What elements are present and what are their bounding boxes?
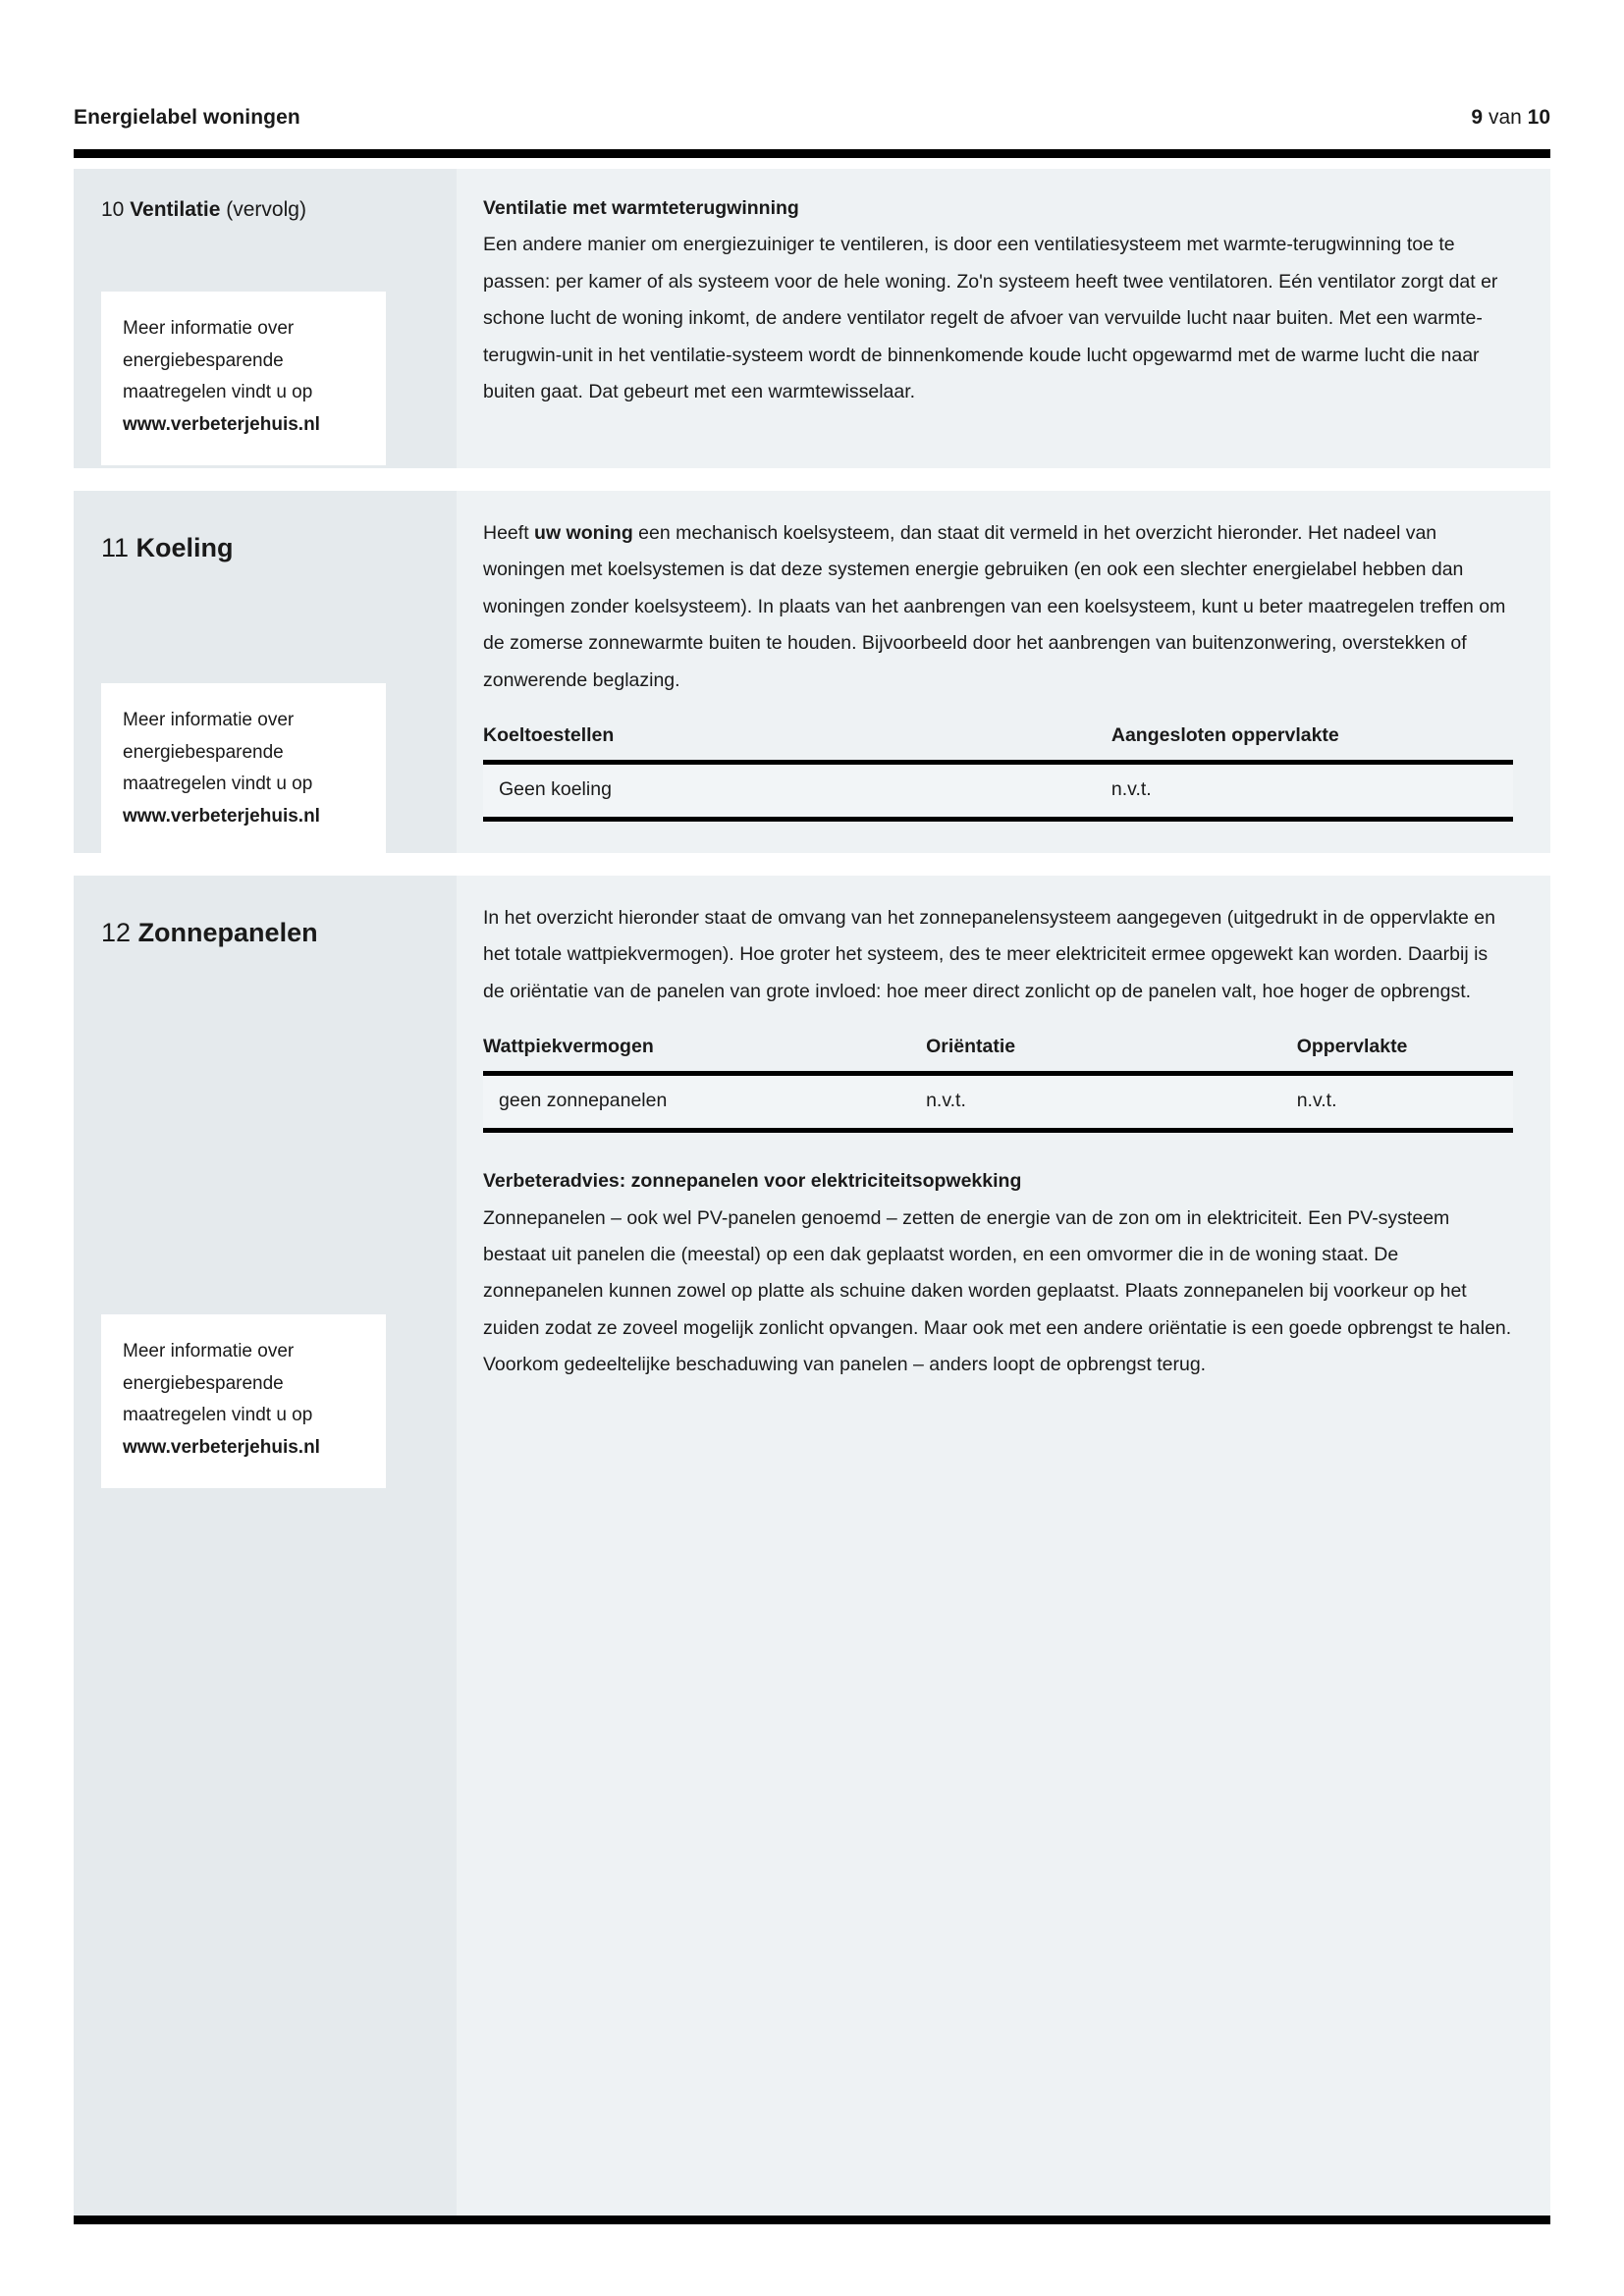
ventilatie-body-text: Een andere manier om energiezuiniger te ventileren, is door een ventilatiesysteem met warmte-terugwinning toe te passen: per kamer of als systeem voor de hele woning. Zo'n systeem heeft twee ventilatoren. Eén ventilator zorgt dat er schone lucht de woning inkomt, de andere ventilator regelt de afvoer van vervuilde lucht naar buiten. Met een warmte-terugwin-unit in het ventilatie-systeem wordt de binnenkomende koude lucht opgewarmd met de warme lucht die naar buiten gaat. Dat gebeurt met een warmtewisselaar. — [483, 234, 1498, 402]
koeling-table — [483, 724, 1513, 822]
section-zonnepanelen-content — [457, 876, 1550, 2216]
table-header-row — [483, 1036, 1513, 1074]
page-number-separator: van — [1488, 106, 1522, 129]
page-number — [1471, 106, 1550, 130]
koeling-body-part-1: Heeft — [483, 522, 535, 544]
section-zonnepanelen-heading — [74, 876, 457, 950]
zonnepanelen-column-header-orientatie: Oriëntatie — [926, 1036, 1297, 1074]
zonnepanelen-column-header-oppervlakte: Oppervlakte — [1297, 1036, 1513, 1074]
section-koeling-content — [457, 491, 1550, 853]
section-ventilatie-number: 10 — [101, 198, 125, 221]
info-box-url[interactable]: www.verbeterjehuis.nl — [123, 1437, 320, 1459]
zonnepanelen-column-header-wattpiekvermogen: Wattpiekvermogen — [483, 1036, 926, 1074]
section-ventilatie-content — [457, 169, 1550, 468]
zonnepanelen-advice-text: Zonnepanelen – ook wel PV-panelen genoemd – zetten de energie van de zon om in elektriciteit. Een PV-systeem bestaat uit panelen die (meestal) op een dak geplaatst worden, en een omvormer die in de woning staat. De zonnepanelen kunnen zowel op platte als schuine daken worden geplaatst. Plaats zonnepanelen bij voorkeur op het zuiden zodat ze zoveel mogelijk zonlicht opvangen. Maar ook met een andere oriëntatie is een goede opbrengst te halen. Voorkom gedeeltelijke beschaduwing van panelen – anders loopt de opbrengst terug. — [483, 1206, 1512, 1376]
info-box-ventilatie — [101, 292, 386, 465]
zonnepanelen-body-text: In het overzicht hieronder staat de omvang van het zonnepanelensysteem aangegeven (uitgedrukt in de oppervlakte en het totale wattpiekvermogen). Hoe groter het systeem, des te meer elektriciteit ermee opgewekt kan worden. Daarbij is de oriëntatie van de panelen van grote invloed: hoe meer direct zonlicht op de panelen valt, hoe hoger de opbrengst. — [483, 907, 1495, 1002]
info-box-line-1: Meer informatie over — [123, 710, 295, 730]
ventilatie-sub-heading: Ventilatie met warmteterugwinning — [483, 197, 799, 219]
info-box-line-3: maatregelen vindt u op — [123, 382, 313, 403]
info-box-koeling — [101, 683, 386, 857]
info-box-line-3: maatregelen vindt u op — [123, 774, 313, 795]
zonnepanelen-advice-heading: Verbeteradvies: zonnepanelen voor elektriciteitsopwekking — [483, 1170, 1022, 1193]
section-koeling-heading — [74, 491, 457, 565]
zonnepanelen-table — [483, 1036, 1513, 1133]
section-koeling-title: Koeling — [135, 533, 234, 562]
info-box-line-3: maatregelen vindt u op — [123, 1405, 313, 1426]
info-box-line-2: energiebesparende — [123, 1372, 284, 1394]
koeling-body-emphasis: uw woning — [534, 522, 633, 544]
page-number-current: 9 — [1471, 106, 1484, 129]
table-row — [483, 1074, 1513, 1131]
section-ventilatie-left-column — [74, 169, 457, 468]
zonnepanelen-cell-orientatie: n.v.t. — [926, 1074, 1297, 1131]
table-header-row — [483, 724, 1513, 763]
section-ventilatie-heading — [74, 169, 457, 223]
section-zonnepanelen — [74, 876, 1550, 2216]
koeling-column-header-koeltoestellen: Koeltoestellen — [483, 724, 1111, 763]
section-zonnepanelen-title: Zonnepanelen — [137, 918, 318, 947]
section-koeling-number: 11 — [101, 533, 130, 562]
page-title: Energielabel woningen — [74, 106, 300, 129]
koeling-cell-koeltoestel: Geen koeling — [483, 763, 1111, 820]
table-row — [483, 763, 1513, 820]
footer-divider — [74, 2216, 1550, 2224]
section-ventilatie — [74, 169, 1550, 468]
page-number-total: 10 — [1527, 106, 1550, 129]
section-ventilatie-suffix: (vervolg) — [226, 198, 306, 221]
info-box-line-1: Meer informatie over — [123, 1341, 295, 1362]
section-zonnepanelen-left-column — [74, 876, 457, 2216]
header-divider — [74, 149, 1550, 158]
zonnepanelen-cell-wattpiekvermogen: geen zonnepanelen — [483, 1074, 926, 1131]
info-box-line-2: energiebesparende — [123, 741, 284, 763]
section-ventilatie-title: Ventilatie — [130, 198, 221, 221]
zonnepanelen-cell-oppervlakte: n.v.t. — [1297, 1074, 1513, 1131]
info-box-url[interactable]: www.verbeterjehuis.nl — [123, 414, 320, 436]
section-koeling-left-column — [74, 491, 457, 853]
page-header — [74, 106, 1550, 130]
section-zonnepanelen-number: 12 — [101, 918, 132, 947]
koeling-cell-oppervlakte: n.v.t. — [1111, 763, 1513, 820]
info-box-zonnepanelen — [101, 1314, 386, 1488]
info-box-url[interactable]: www.verbeterjehuis.nl — [123, 806, 320, 828]
section-koeling — [74, 491, 1550, 853]
koeling-body-text — [483, 515, 1513, 699]
koeling-body-part-2: een mechanisch koelsysteem, dan staat dit vermeld in het overzicht hieronder. Het nadeel van woningen met koelsystemen is dat deze systemen energie gebruiken (en ook een slechter energielabel hebben dan woningen zonder koelsysteem). In plaats van het aanbrengen van een koelsysteem, kunt u beter maatregelen treffen om de zomerse zonnewarmte buiten te houden. Bijvoorbeeld door het aanbrengen van buitenzonwering, overstekken of zonwerende beglazing. — [483, 522, 1506, 691]
info-box-line-1: Meer informatie over — [123, 318, 295, 339]
info-box-line-2: energiebesparende — [123, 349, 284, 371]
koeling-column-header-oppervlakte: Aangesloten oppervlakte — [1111, 724, 1513, 763]
